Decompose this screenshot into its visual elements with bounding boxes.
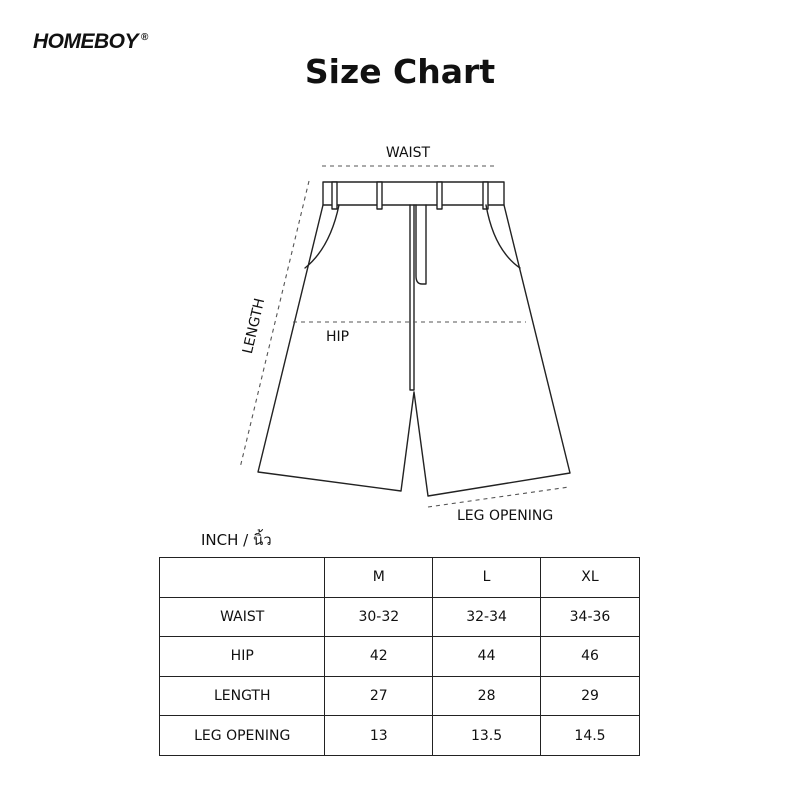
header-cell-m: M [325, 558, 433, 598]
header-cell-xl: XL [540, 558, 639, 598]
table-cell: 30-32 [325, 597, 433, 637]
brand-name: HOMEBOY [33, 30, 139, 53]
size-table [159, 557, 640, 756]
table-row [160, 637, 640, 677]
header-cell-empty [160, 558, 325, 598]
table-header-row [160, 558, 640, 598]
waistband [323, 182, 504, 205]
table-cell: 28 [433, 676, 541, 716]
header-cell-l: L [433, 558, 541, 598]
table-cell: 27 [325, 676, 433, 716]
table-row [160, 597, 640, 637]
row-label: LENGTH [160, 676, 325, 716]
registered-mark: ® [141, 32, 148, 43]
row-label: WAIST [160, 597, 325, 637]
belt-loop [437, 182, 442, 209]
waist-label: WAIST [385, 145, 431, 161]
pocket-right [486, 205, 520, 268]
row-label: LEG OPENING [160, 716, 325, 756]
unit-label: INCH / นิ้ว [201, 531, 272, 549]
table-cell: 29 [540, 676, 639, 716]
table-cell: 13 [325, 716, 433, 756]
fly-curve [416, 205, 426, 284]
leg-opening-measure-line [428, 487, 569, 507]
table-cell: 32-34 [433, 597, 541, 637]
table-cell: 13.5 [433, 716, 541, 756]
fly-stitch [410, 205, 414, 390]
table-cell: 46 [540, 637, 639, 677]
belt-loop [377, 182, 382, 209]
length-label: LENGTH [239, 296, 269, 356]
table-cell: 44 [433, 637, 541, 677]
table-cell: 34-36 [540, 597, 639, 637]
row-label: HIP [160, 637, 325, 677]
page-title: Size Chart [304, 52, 496, 91]
table-cell: 42 [325, 637, 433, 677]
table-row [160, 676, 640, 716]
table-cell: 14.5 [540, 716, 639, 756]
leg-opening-label: LEG OPENING [457, 508, 554, 524]
belt-loop [332, 182, 337, 209]
hip-label: HIP [326, 329, 350, 345]
table-row [160, 716, 640, 756]
